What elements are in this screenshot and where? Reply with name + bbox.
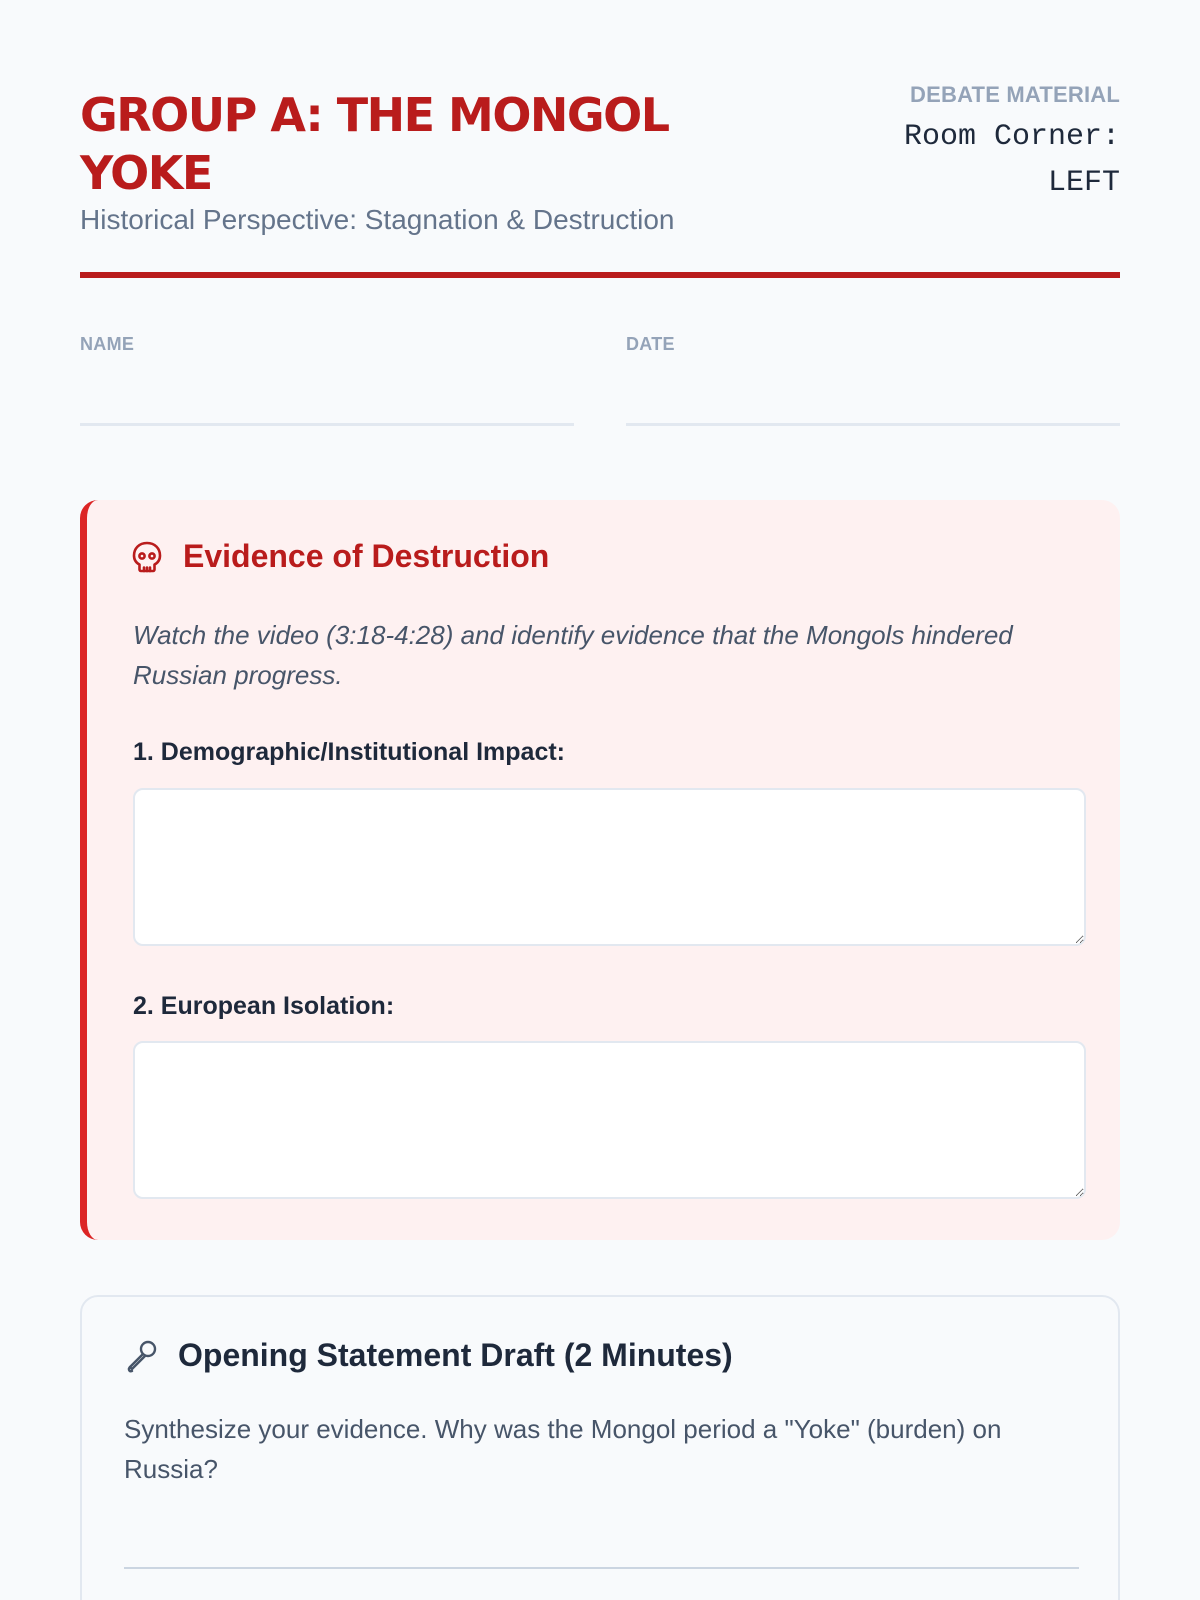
name-label: NAME [80,334,135,354]
name-input[interactable] [80,423,574,426]
page-title: GROUP A: THE MONGOL YOKE [80,88,669,200]
opening-statement-card [80,1295,1120,1600]
evidence-card-title: Evidence of Destruction [183,538,550,574]
question-1-label: 1. Demographic/Institutional Impact: [133,738,565,766]
date-input[interactable] [626,423,1120,426]
question-1-answer-box[interactable] [133,788,1086,946]
evidence-card-header [129,538,549,575]
opening-card-title: Opening Statement Draft (2 Minutes) [178,1337,733,1373]
date-field [626,334,1120,434]
date-label: DATE [626,334,675,354]
page-subtitle: Historical Perspective: Stagnation & Destruction [80,204,675,235]
opening-card-header [124,1337,733,1374]
microphone-icon [124,1338,160,1374]
worksheet-header [80,80,1120,280]
name-field [80,334,574,434]
header-meta [860,82,1120,206]
evidence-instructions: Watch the video (3:18-4:28) and identify evidence that the Mongols hindered Russian progress. [133,620,1013,690]
opening-prompt: Synthesize your evidence. Why was the Mongol period a "Yoke" (burden) on Russia? [124,1414,1002,1484]
evidence-card [80,500,1120,1240]
header-divider [80,272,1120,278]
room-corner-label: Room Corner: LEFT [903,120,1120,200]
debate-material-label: DEBATE MATERIAL [910,82,1120,107]
writing-line[interactable] [124,1567,1079,1569]
question-2-answer-box[interactable] [133,1041,1086,1199]
question-2-label: 2. European Isolation: [133,992,395,1020]
skull-icon [129,539,165,575]
